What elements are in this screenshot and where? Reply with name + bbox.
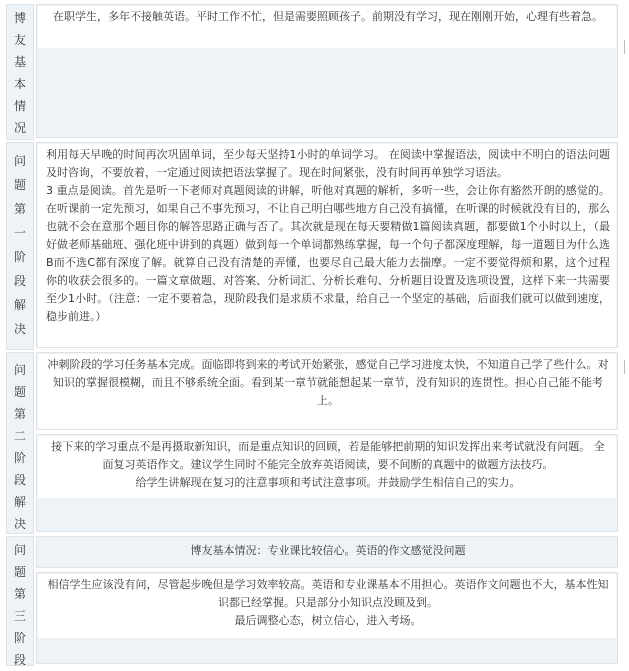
label-char: 基 [13, 55, 26, 69]
label-char: 决 [13, 517, 26, 531]
label-char: 二 [13, 429, 26, 443]
label-char: 题 [13, 565, 26, 579]
label-char: 解 [13, 298, 26, 312]
label-char: 三 [13, 609, 26, 623]
row-label-stage-two [6, 352, 34, 534]
stage-one-content [36, 142, 618, 348]
basic-info-text: 在职学生，多年不接触英语。平时工作不忙，但是需要照顾孩子。前期没有学习，现在刚刚开始，心理有些着急。 [53, 10, 603, 23]
stage-one-paragraph-1: 利用每天早晚的时间再次巩固单词，至少每天坚持1小时的单词学习。 在阅读中掌握语法，阅读中不明白的语法问题及时咨询，不要放着，一定通过阅读把语法掌握了。现在时间紧张，没有时间再单独学习语法。 [46, 148, 610, 179]
label-char: 博 [13, 11, 26, 25]
label-char: 问 [13, 363, 26, 377]
stage-three-solution-text-1: 相信学生应该没有问，尽管起步晚但是学习效率较高。英语和专业课基本不用担心。英语作文问题也不大，基本性知识都已经掌握。只是部分小知识点没顾及到。 [47, 578, 609, 609]
label-char: 段 [13, 473, 26, 487]
label-char: 题 [13, 385, 26, 399]
stage-two-problem-text: 冲刺阶段的学习任务基本完成。面临即将到来的考试开始紧张，感觉自己学习进度太快，不知道自己学了些什么。对知识的掌握很模糊，而且不够系统全面。看到某一章节就能想起某一章节，没有知识的连贯性。担心自己能不能考上。 [47, 358, 609, 407]
label-char: 问 [13, 154, 26, 168]
label-char: 题 [13, 178, 26, 192]
stage-two-solution [36, 434, 618, 532]
label-char: 情 [13, 99, 26, 113]
stage-three-solution [36, 572, 618, 664]
label-char: 问 [13, 543, 26, 557]
right-margin [621, 0, 629, 664]
label-char: 友 [13, 33, 26, 47]
label-char: 阶 [13, 250, 26, 264]
stage-two-solution-text-2: 给学生讲解现在复习的注意事项和考试注意事项。并鼓励学生相信自己的实力。 [135, 476, 521, 489]
scroll-marker [624, 360, 625, 374]
row-label-stage-three [6, 536, 34, 666]
stage-three-problem [36, 536, 618, 568]
label-char: 第 [13, 587, 26, 601]
stage-three-problem-text: 博友基本情况：专业课比较信心。英语的作文感觉没问题 [190, 544, 466, 557]
label-char: 第 [13, 202, 26, 216]
label-char: 本 [13, 77, 26, 91]
stage-two-problem [36, 352, 618, 430]
stage-three-solution-text-2: 最后调整心态，树立信心，进入考场。 [234, 614, 422, 627]
label-char: 段 [13, 653, 26, 667]
label-char: 阶 [13, 631, 26, 645]
basic-info-content [36, 4, 618, 138]
label-char: 第 [13, 407, 26, 421]
label-char: 阶 [13, 451, 26, 465]
label-char: 解 [13, 495, 26, 509]
label-char: 一 [13, 226, 26, 240]
scroll-marker [624, 40, 625, 54]
stage-two-solution-text-1: 接下来的学习重点不是再摄取新知识，而是重点知识的回顾，若是能够把前期的知识发挥出来考试就没有问题。 全面复习英语作文。建议学生同时不能完全放弃英语阅读，要不间断的真题中的做题方法技巧。 [51, 440, 605, 471]
label-char: 况 [13, 121, 26, 135]
label-char: 决 [13, 322, 26, 336]
row-label-stage-one [6, 142, 34, 350]
label-char: 段 [13, 274, 26, 288]
row-label-basic-info [6, 4, 34, 140]
stage-one-paragraph-2: 3 重点是阅读。首先是听一下老师对真题阅读的讲解，听他对真题的解析，多听一些，会让你有豁然开朗的感觉的。在听课前一定先预习，如果自己不事先预习，不让自己明白哪些地方自己没有搞懂，在听课的时候就没有目的，那么也就不会在意那个题目你的解答思路正确与否了。其次就是现在每天要精做1篇阅读真题，都要做1个小时以上，（最好做老师基础班、强化班中讲到的真题）做到每一个单词都熟练掌握，每一个句子都深度理解，每一道题目为什么选B而不选C都有深度了解。就算自己没有清楚的弄懂，也要尽自己最大能力去揣摩。一定不要觉得烦和累，这个过程你的收获会很多的。一篇文章做题、对答案、分析词汇、分析长难句、分析题目设置及选项设置，这样下来一共需要至少1小时。（注意：一定不要着急，现阶段我们是求质不求量，给自己一个坚定的基础，后面我们就可以做到速度，稳步前进。） [46, 184, 610, 323]
